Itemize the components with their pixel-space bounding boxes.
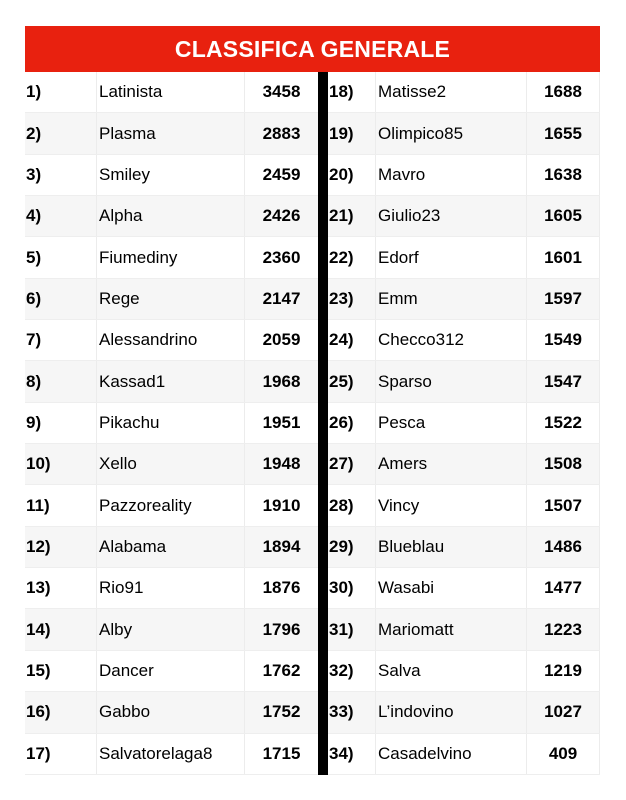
name-cell: Plasma: [96, 113, 245, 153]
table-row: [25, 651, 318, 692]
rank-cell: 10): [26, 454, 51, 474]
name-cell: Edorf: [375, 237, 527, 277]
score-cell: 1522: [527, 403, 600, 443]
rank-cell: 12): [26, 536, 51, 556]
name-cell: Pikachu: [96, 403, 245, 443]
table-row: [25, 609, 318, 650]
score-cell: 2059: [262, 330, 301, 350]
table-row: [25, 403, 318, 444]
score-cell: 409: [527, 734, 600, 774]
rank-cell: 24): [329, 330, 354, 350]
name-cell: Salva: [375, 651, 527, 691]
table-row: [328, 403, 600, 444]
table-row: [328, 237, 600, 278]
score-cell: 1876: [262, 578, 301, 598]
table-row: [25, 72, 318, 113]
left-column: [25, 72, 318, 775]
table-row: [25, 692, 318, 733]
table-row: [328, 361, 600, 402]
score-cell: 1549: [527, 320, 600, 360]
name-cell: Pesca: [375, 403, 527, 443]
rank-cell: 27): [329, 454, 354, 474]
rank-cell: 5): [26, 247, 42, 267]
score-cell: 1910: [262, 495, 301, 515]
name-cell: Alessandrino: [96, 320, 245, 360]
rank-cell: 30): [329, 578, 354, 598]
name-cell: Xello: [96, 444, 245, 484]
table-row: [328, 527, 600, 568]
score-cell: 1547: [527, 361, 600, 401]
score-cell: 2360: [262, 247, 301, 267]
name-cell: Wasabi: [375, 568, 527, 608]
name-cell: Emm: [375, 279, 527, 319]
name-cell: Kassad1: [96, 361, 245, 401]
rank-cell: 22): [329, 247, 354, 267]
score-cell: 1655: [527, 113, 600, 153]
table-row: [25, 320, 318, 361]
score-cell: 1638: [527, 155, 600, 195]
table-row: [25, 734, 318, 775]
rank-cell: 19): [329, 123, 354, 143]
name-cell: Blueblau: [375, 527, 527, 567]
name-cell: Rio91: [96, 568, 245, 608]
rank-cell: 21): [329, 206, 354, 226]
column-divider: [318, 72, 328, 775]
table-row: [25, 361, 318, 402]
table-row: [25, 444, 318, 485]
rank-cell: 3): [26, 164, 42, 184]
name-cell: Salvatorelaga8: [96, 734, 245, 774]
name-cell: Latinista: [96, 72, 245, 112]
rank-cell: 33): [329, 702, 354, 722]
name-cell: Mavro: [375, 155, 527, 195]
rank-cell: 8): [26, 371, 42, 391]
rank-cell: 20): [329, 164, 354, 184]
score-cell: 1219: [527, 651, 600, 691]
name-cell: Pazzoreality: [96, 485, 245, 525]
table-row: [25, 237, 318, 278]
table-row: [25, 568, 318, 609]
name-cell: Mariomatt: [375, 609, 527, 649]
name-cell: Casadelvino: [375, 734, 527, 774]
rank-cell: 32): [329, 660, 354, 680]
leaderboard-title: CLASSIFICA GENERALE: [25, 26, 600, 72]
rank-cell: 4): [26, 206, 42, 226]
score-cell: 1752: [262, 702, 301, 722]
score-cell: 1968: [262, 371, 301, 391]
name-cell: Dancer: [96, 651, 245, 691]
name-cell: Gabbo: [96, 692, 245, 732]
table-row: [328, 196, 600, 237]
table-row: [328, 113, 600, 154]
score-cell: 1948: [262, 454, 301, 474]
table-row: [328, 155, 600, 196]
score-cell: 1486: [527, 527, 600, 567]
rank-cell: 13): [26, 578, 51, 598]
score-cell: 1605: [527, 196, 600, 236]
table-row: [328, 444, 600, 485]
table-row: [25, 155, 318, 196]
name-cell: Fiumediny: [96, 237, 245, 277]
score-cell: 3458: [262, 82, 301, 102]
right-column: [328, 72, 600, 775]
name-cell: Alby: [96, 609, 245, 649]
table-row: [328, 692, 600, 733]
table-row: [328, 651, 600, 692]
name-cell: Alpha: [96, 196, 245, 236]
name-cell: Olimpico85: [375, 113, 527, 153]
rank-cell: 25): [329, 371, 354, 391]
score-cell: 1762: [262, 660, 301, 680]
table-row: [328, 320, 600, 361]
table-row: [25, 279, 318, 320]
table-row: [25, 113, 318, 154]
table-row: [328, 485, 600, 526]
rank-cell: 23): [329, 288, 354, 308]
table-row: [25, 196, 318, 237]
rank-cell: 34): [329, 743, 354, 763]
score-cell: 1688: [527, 72, 600, 112]
score-cell: 1507: [527, 485, 600, 525]
score-cell: 1027: [527, 692, 600, 732]
table-row: [328, 568, 600, 609]
score-cell: 2426: [262, 206, 301, 226]
rank-cell: 15): [26, 660, 51, 680]
rank-cell: 31): [329, 619, 354, 639]
name-cell: Giulio23: [375, 196, 527, 236]
rank-cell: 7): [26, 330, 42, 350]
table-row: [25, 527, 318, 568]
name-cell: L’indovino: [375, 692, 527, 732]
name-cell: Checco312: [375, 320, 527, 360]
rank-cell: 2): [26, 123, 42, 143]
score-cell: 1951: [262, 412, 301, 432]
table-row: [25, 485, 318, 526]
table-row: [328, 734, 600, 775]
name-cell: Rege: [96, 279, 245, 319]
score-cell: 1601: [527, 237, 600, 277]
table-row: [328, 609, 600, 650]
rank-cell: 6): [26, 288, 42, 308]
score-cell: 1223: [527, 609, 600, 649]
name-cell: Vincy: [375, 485, 527, 525]
rank-cell: 29): [329, 536, 354, 556]
score-cell: 1894: [262, 536, 301, 556]
rank-cell: 1): [26, 82, 42, 102]
score-cell: 1715: [262, 743, 301, 763]
rank-cell: 18): [329, 82, 354, 102]
name-cell: Matisse2: [375, 72, 527, 112]
rank-cell: 14): [26, 619, 51, 639]
score-cell: 1477: [527, 568, 600, 608]
rank-cell: 17): [26, 743, 51, 763]
leaderboard-body: [25, 72, 600, 775]
name-cell: Sparso: [375, 361, 527, 401]
rank-cell: 26): [329, 412, 354, 432]
score-cell: 1508: [527, 444, 600, 484]
rank-cell: 11): [26, 495, 50, 515]
score-cell: 1796: [262, 619, 301, 639]
score-cell: 2883: [262, 123, 301, 143]
score-cell: 2147: [262, 288, 301, 308]
rank-cell: 28): [329, 495, 354, 515]
leaderboard: [25, 26, 600, 775]
name-cell: Smiley: [96, 155, 245, 195]
rank-cell: 16): [26, 702, 51, 722]
table-row: [328, 72, 600, 113]
table-row: [328, 279, 600, 320]
score-cell: 2459: [262, 164, 301, 184]
score-cell: 1597: [527, 279, 600, 319]
name-cell: Amers: [375, 444, 527, 484]
rank-cell: 9): [26, 412, 42, 432]
name-cell: Alabama: [96, 527, 245, 567]
